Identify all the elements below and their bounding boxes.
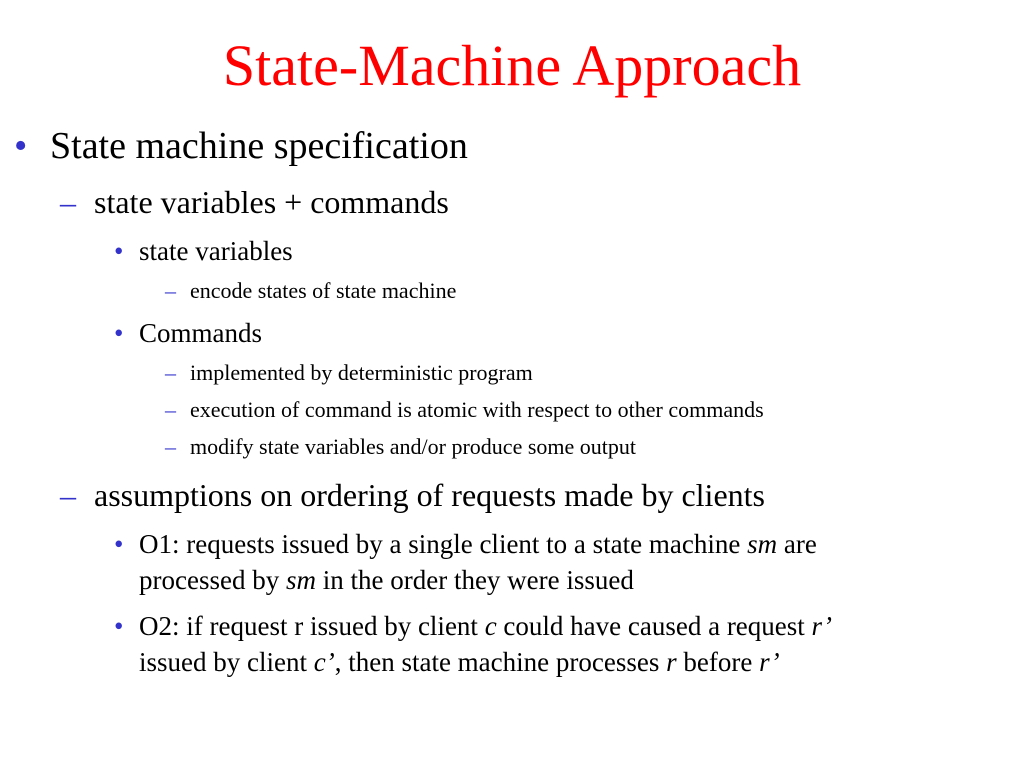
slide-title: State-Machine Approach bbox=[222, 33, 802, 98]
bullet-commands: Commands bbox=[139, 318, 263, 348]
dash-marker: – bbox=[165, 360, 176, 385]
bullet-state-machine-specification: State machine specification bbox=[50, 125, 468, 167]
dash-marker: – bbox=[165, 434, 176, 459]
bullet-marker: • bbox=[114, 611, 124, 641]
dash-marker: – bbox=[60, 184, 76, 220]
bullet-state-variables: state variables bbox=[139, 236, 293, 266]
bullet-encode-states: encode states of state machine bbox=[190, 278, 457, 303]
dash-marker: – bbox=[165, 397, 176, 422]
bullet-modify-state: modify state variables and/or produce some output bbox=[190, 434, 636, 459]
bullet-marker: • bbox=[114, 529, 124, 559]
dash-marker: – bbox=[165, 278, 176, 303]
bullet-o1-line2: processed by sm in the order they were issued bbox=[139, 565, 634, 595]
bullet-assumptions-ordering: assumptions on ordering of requests made by clients bbox=[94, 477, 765, 513]
bullet-o2-line2: issued by client c’, then state machine processes r before r’ bbox=[139, 647, 780, 677]
bullet-o2-line1: O2: if request r issued by client c could have caused a request r’ bbox=[139, 611, 833, 641]
bullet-state-variables-commands: state variables + commands bbox=[94, 184, 449, 220]
bullet-implemented-by-program: implemented by deterministic program bbox=[190, 360, 533, 385]
bullet-marker: • bbox=[114, 236, 124, 266]
dash-marker: – bbox=[60, 477, 76, 513]
bullet-execution-atomic: execution of command is atomic with respect to other commands bbox=[190, 397, 764, 422]
bullet-marker: • bbox=[14, 125, 28, 167]
bullet-marker: • bbox=[114, 318, 124, 348]
bullet-o1-line1: O1: requests issued by a single client to a state machine sm are bbox=[139, 529, 817, 559]
